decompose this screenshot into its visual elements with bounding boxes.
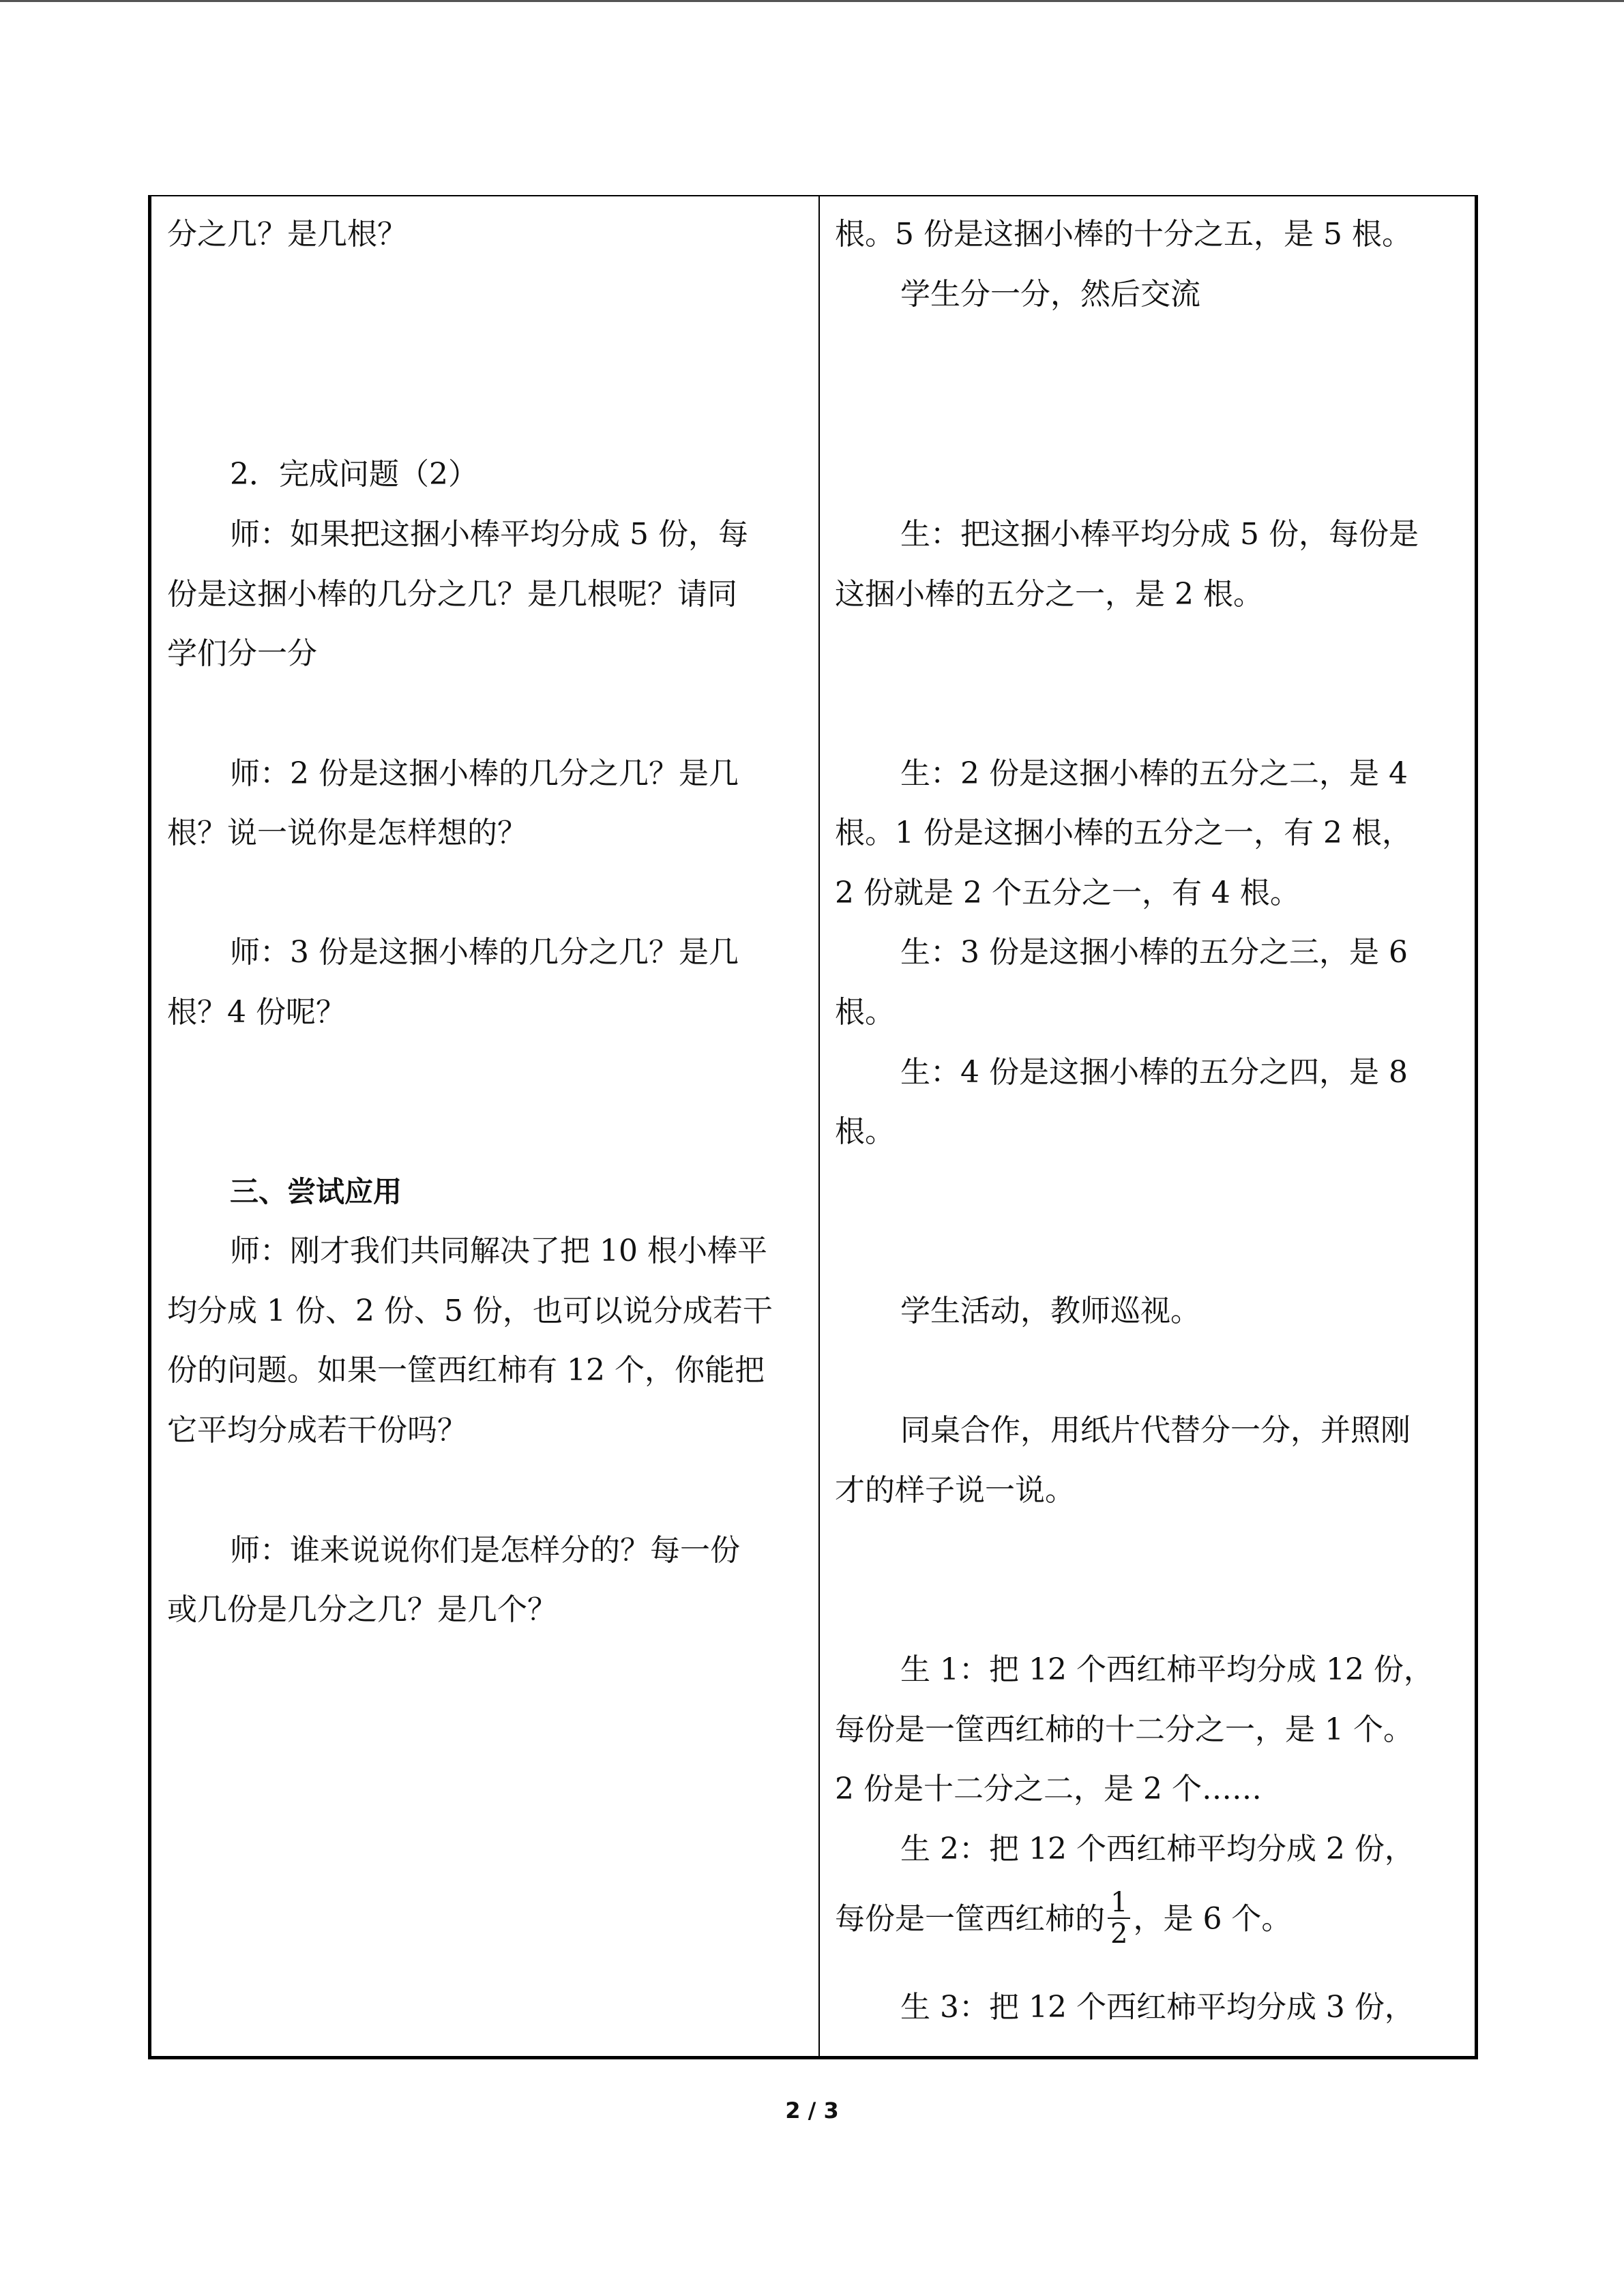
left-text-line: 份是这捆小棒的几分之几？是几根呢？请同 xyxy=(167,577,737,612)
left-text-line: 或几份是几分之几？是几个？ xyxy=(167,1592,557,1627)
right-text-line: 根。 xyxy=(835,1114,895,1149)
right-text-line: 生 1：把 12 个西红柿平均分成 12 份， xyxy=(900,1652,1434,1687)
right-text-line: 生：4 份是这捆小棒的五分之四，是 8 xyxy=(900,1055,1408,1090)
right-text-line: 生 2：把 12 个西红柿平均分成 2 份， xyxy=(900,1832,1415,1866)
right-text-line: 生 3：把 12 个西红柿平均分成 3 份， xyxy=(900,1990,1415,2025)
fraction-line-suffix: ，是 6 个。 xyxy=(1133,1901,1292,1937)
left-text-line: 份的问题。如果一筐西红柿有 12 个，你能把 xyxy=(167,1353,765,1388)
fraction-line-prefix: 每份是一筐西红柿的 xyxy=(835,1901,1105,1937)
right-text-line: 生：把这捆小棒平均分成 5 份，每份是 xyxy=(900,517,1419,552)
right-text-line: 2 份是十二分之二，是 2 个…… xyxy=(835,1772,1262,1806)
fraction-denominator: 2 xyxy=(1110,1918,1128,1950)
right-text-line: 学生分一分，然后交流 xyxy=(900,277,1200,312)
column-divider xyxy=(818,196,820,2056)
fraction-one-half xyxy=(1108,1888,1130,1949)
left-text-line: 师：谁来说说你们是怎样分的？每一份 xyxy=(230,1533,740,1568)
right-text-line: 每份是一筐西红柿的十二分之一，是 1 个。 xyxy=(835,1712,1413,1747)
right-text-line: 根。 xyxy=(835,995,895,1030)
left-text-line: 均分成 1 份、2 份、5 份，也可以说分成若干 xyxy=(167,1294,773,1328)
right-text-line: 2 份就是 2 个五分之一，有 4 根。 xyxy=(835,876,1300,910)
right-text-line: 生：2 份是这捆小棒的五分之二，是 4 xyxy=(900,756,1408,791)
left-text-line: 师：3 份是这捆小棒的几分之几？是几 xyxy=(230,935,739,970)
section-heading-bold: 三、尝试应用 xyxy=(230,1175,402,1208)
left-text-line: 师：2 份是这捆小棒的几分之几？是几 xyxy=(230,756,739,791)
left-text-line: 分之几？是几根？ xyxy=(167,217,407,252)
right-text-line: 才的样子说一说。 xyxy=(835,1473,1075,1508)
left-text-line: 根？4 份呢？ xyxy=(167,995,346,1030)
page-top-border xyxy=(0,0,1624,2)
left-text-line: 根？说一说你是怎样想的？ xyxy=(167,816,527,850)
left-text-line: 师：如果把这捆小棒平均分成 5 份，每 xyxy=(230,517,748,552)
right-text-line: 这捆小棒的五分之一，是 2 根。 xyxy=(835,577,1263,612)
lesson-table xyxy=(148,195,1478,2059)
right-text-line: 根。1 份是这捆小棒的五分之一，有 2 根， xyxy=(835,816,1412,850)
right-text-line: 生：3 份是这捆小棒的五分之三，是 6 xyxy=(900,935,1408,970)
right-text-line: 根。5 份是这捆小棒的十分之五，是 5 根。 xyxy=(835,217,1412,252)
right-text-line-with-fraction xyxy=(835,1887,1292,1952)
left-text-line: 学们分一分 xyxy=(167,636,317,671)
right-text-line: 同桌合作，用纸片代替分一分，并照刚 xyxy=(900,1413,1411,1448)
right-text-line: 学生活动，教师巡视。 xyxy=(900,1294,1200,1328)
section-heading: 2．完成问题（2） xyxy=(230,457,478,492)
fraction-numerator: 1 xyxy=(1108,1888,1130,1919)
page-number: 2 / 3 xyxy=(785,2098,839,2123)
left-text-line: 师：刚才我们共同解决了把 10 根小棒平 xyxy=(230,1234,767,1268)
left-text-line: 它平均分成若干份吗？ xyxy=(167,1413,467,1448)
